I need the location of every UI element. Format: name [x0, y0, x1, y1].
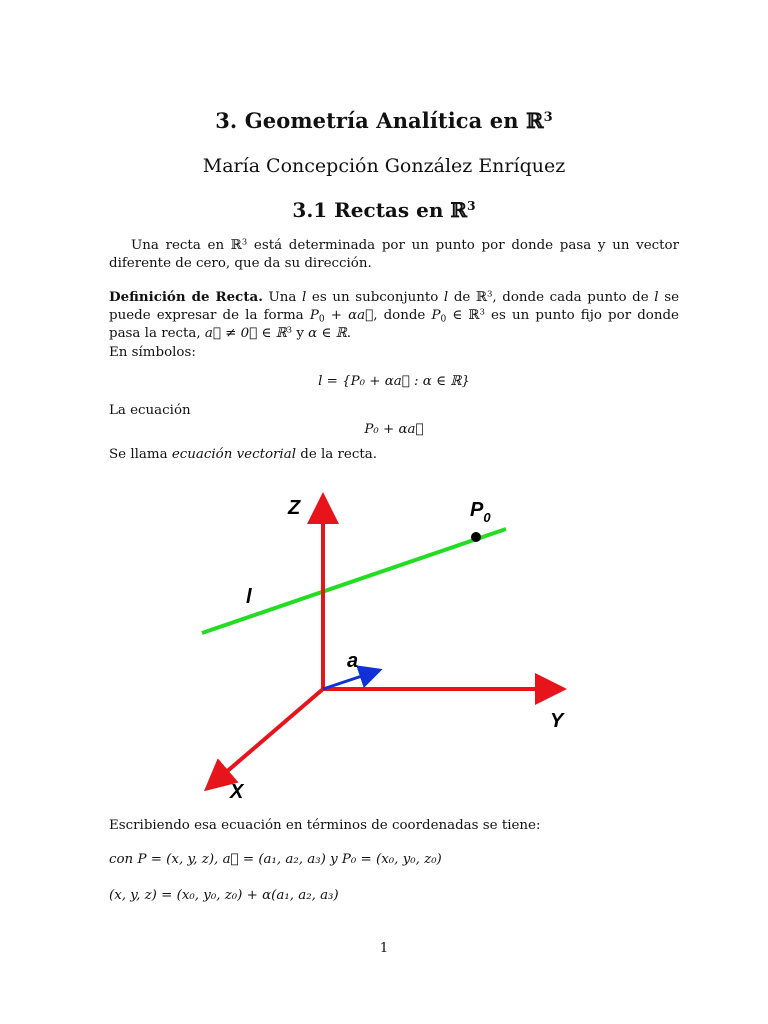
escribiendo-text: Escribiendo esa ecuación en términos de coordenadas se tiene:	[109, 818, 541, 833]
la-ecuacion-text: La ecuación	[109, 403, 191, 418]
definition-heading: Definición de Recta.	[109, 289, 263, 305]
line-l	[202, 529, 506, 633]
y-axis-label: Y	[550, 710, 564, 732]
intro-paragraph: Una recta en ℝ$^3$ está determinada por un punto por donde pasa y un vector diferente de cero, que da su dirección.	[109, 236, 679, 271]
x-axis-label: X	[230, 781, 244, 803]
direction-vector-a	[323, 671, 377, 689]
line-in-r3-figure	[190, 480, 590, 805]
p0-label: $P_0$	[470, 499, 491, 525]
definition-paragraph: Definición de Recta. Una l es un subconjunto l de ℝ$^3$, donde cada punto de l se puede expresar de la forma $P_0$ + αa⃗, donde $P_0$ ∈ ℝ$^3$ es un punto fijo por donde pasa la recta, a⃗ ≠ 0⃗ ∈ ℝ$^3$ y α ∈ ℝ.	[109, 288, 680, 341]
en-simbolos-text: En símbolos:	[109, 345, 196, 360]
page-title: 3. Geometría Analítica en ℝ$^3$	[215, 108, 553, 133]
section-heading: 3.1 Rectas en ℝ$^3$	[292, 198, 476, 222]
l-label: l	[246, 586, 252, 608]
a-label: a	[347, 650, 359, 672]
se-llama-text: Se llama ecuación vectorial de la recta.	[109, 447, 377, 462]
coordinate-equation: (x, y, z) = (x₀, y₀, z₀) + α(a₁, a₂, a₃)	[109, 888, 339, 903]
page-number: 1	[379, 941, 389, 956]
con-line: con P = (x, y, z), a⃗ = (a₁, a₂, a₃) y P₀ = (x₀, y₀, z₀)	[109, 852, 442, 867]
point-p0	[471, 532, 481, 542]
set-equation: l = {P₀ + αa⃗ : α ∈ ℝ}	[318, 374, 470, 389]
x-axis	[210, 689, 323, 786]
z-axis-label: Z	[288, 497, 301, 519]
author-name: María Concepción González Enríquez	[202, 155, 566, 177]
vector-equation: P₀ + αa⃗	[364, 422, 424, 437]
